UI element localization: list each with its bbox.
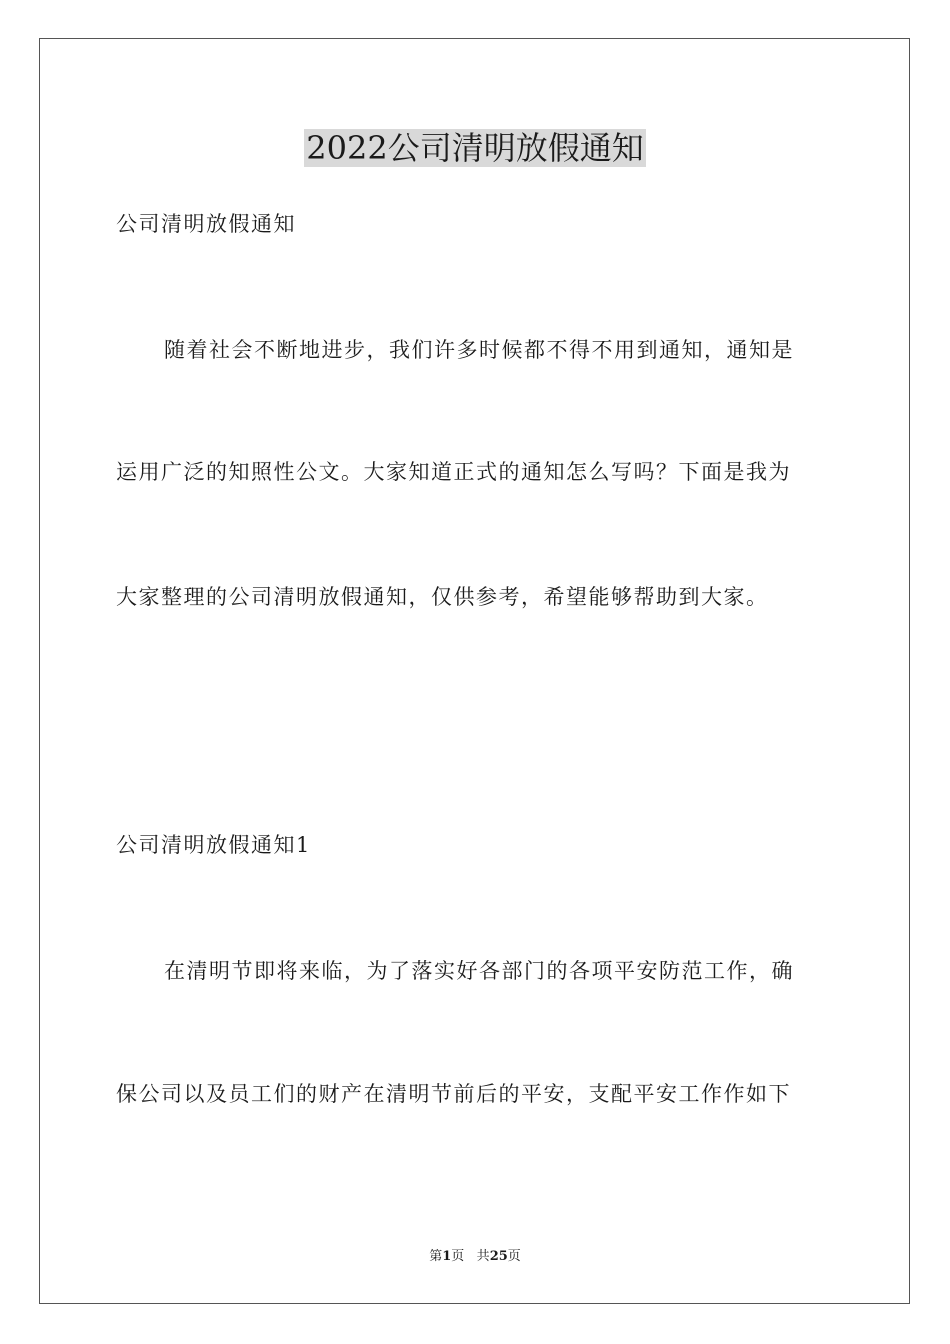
footer-total-suffix: 页: [507, 1249, 521, 1264]
intro-line-2: 运用广泛的知照性公文。大家知道正式的通知怎么写吗？下面是我为: [116, 460, 791, 484]
footer-page-number: 1: [442, 1249, 452, 1264]
page-footer: [0, 1247, 950, 1267]
section-heading: 公司清明放假通知1: [116, 833, 311, 857]
footer-total-pages: 25: [489, 1249, 508, 1264]
document-title: [0, 126, 950, 170]
document-title-text: 2022公司清明放假通知: [306, 129, 644, 167]
intro-line-3: 大家整理的公司清明放假通知，仅供参考，希望能够帮助到大家。: [116, 585, 769, 609]
intro-line-1: 随着社会不断地进步，我们许多时候都不得不用到通知，通知是: [164, 338, 794, 362]
footer-total-prefix: 共: [476, 1249, 490, 1264]
footer-page-prefix: 第: [429, 1249, 443, 1264]
subtitle: 公司清明放假通知: [116, 212, 296, 236]
section-line-1: 在清明节即将来临，为了落实好各部门的各项平安防范工作，确: [164, 959, 794, 983]
footer-page-suffix: 页: [451, 1249, 465, 1264]
section-line-2: 保公司以及员工们的财产在清明节前后的平安，支配平安工作作如下: [116, 1082, 791, 1106]
